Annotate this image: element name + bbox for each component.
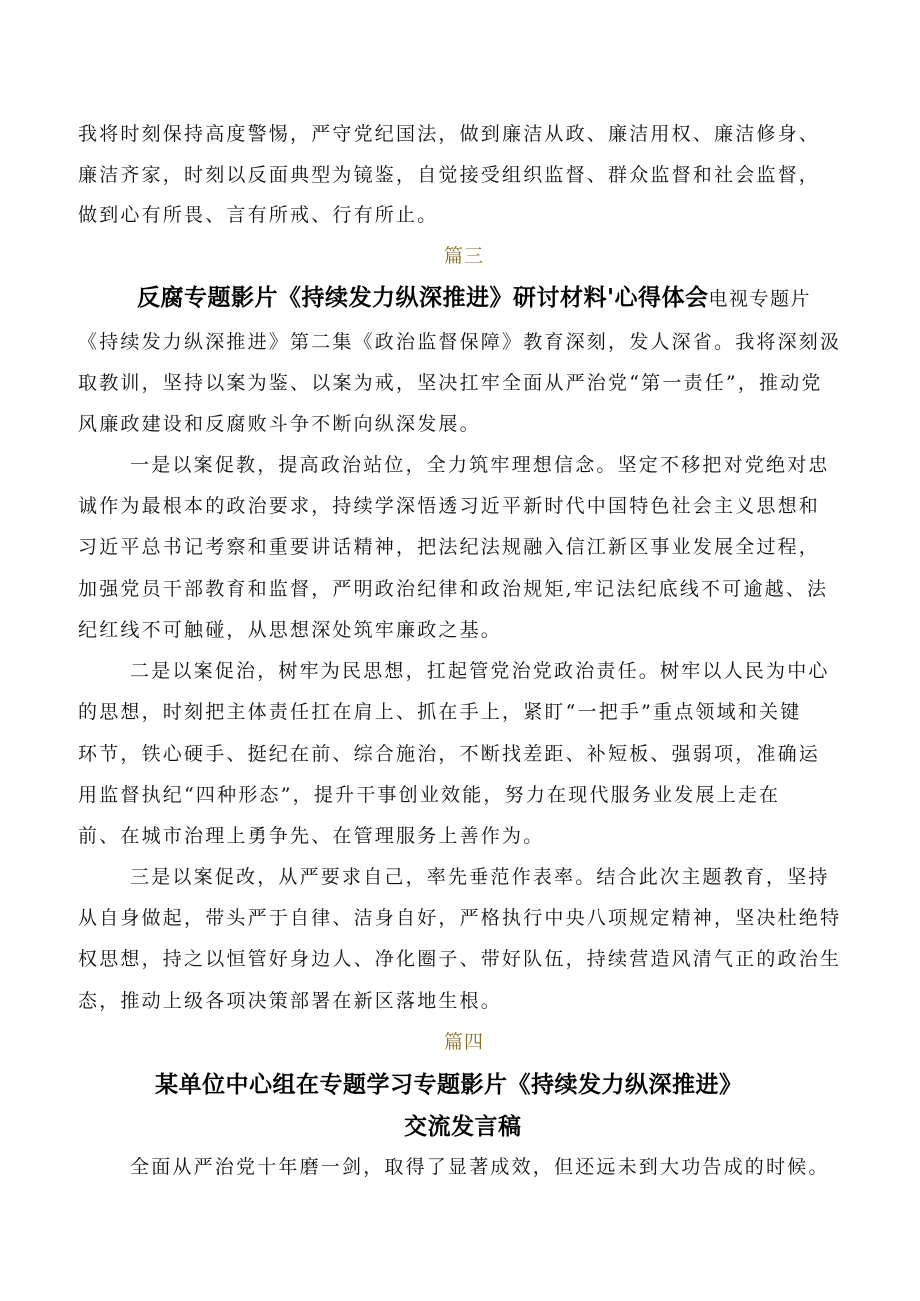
section-3-para2-line-5: 前、在城市治理上勇争先、在管理服务上善作为。 [78,825,545,847]
intro-line-1: 我将时刻保持高度警惕，严守党纪国法，做到廉洁从政、廉洁用权、廉洁修身、 [78,123,821,145]
section-3-para2-line-1: 二是以案促治，树牢为民思想，扛起管党治党政治责任。树牢以人民为中心 [130,660,830,682]
section-3-para1-line-2: 诚作为最根本的政治要求，持续学深悟透习近平新时代中国特色社会主义思想和 [78,495,821,517]
intro-line-3: 做到心有所畏、言有所戒、行有所止。 [78,204,439,226]
section-3-title-main: 反腐专题影片《持续发力纵深推进》研讨材料'心得体会 [137,285,709,311]
section-3-para3-line-2: 从自身做起，带头严于自律、洁身自好，严格执行中央八项规定精神，坚决杜绝特 [78,907,842,929]
section-3-para1-line-4: 加强党员干部教育和监督，严明政治纪律和政治规矩,牢记法纪底线不可逾越、法 [78,578,829,600]
section-3-para3-line-3: 权思想，持之以恒管好身边人、净化圈子、带好队伍，持续营造风清气正的政治生 [78,948,842,970]
section-4-label: 篇四 [444,1031,485,1053]
section-3-para3-line-4: 态，推动上级各项决策部署在新区落地生根。 [78,990,503,1012]
section-3-label: 篇三 [444,245,485,267]
section-3-para1-line-3: 习近平总书记考察和重要讲话精神，把法纪法规融入信江新区事业发展全过程， [78,536,821,558]
section-3-para2-line-4: 用监督执纪“四种形态”，提升干事创业效能，努力在现代服务业发展上走在 [78,784,781,806]
section-3-para1-line-5: 纪红线不可触碰，从思想深处筑牢廉政之基。 [78,619,503,641]
section-4-body-line-1: 全面从严治党十年磨一剑，取得了显著成效，但还远未到大功告成的时候。 [130,1156,830,1178]
intro-line-2: 廉洁齐家，时刻以反面典型为镜鉴，自觉接受组织监督、群众监督和社会监督， [78,164,821,186]
section-3-para1-line-1: 一是以案促教，提高政治站位，全力筑牢理想信念。坚定不移把对党绝对忠 [130,454,830,476]
section-3-para2-line-2: 的思想，时刻把主体责任扛在肩上、抓在手上，紧盯“一把手”重点领域和关键 [78,701,802,723]
section-3-intro-line-3: 风廉政建设和反腐败斗争不断向纵深发展。 [78,413,481,435]
section-3-intro-line-1: 《持续发力纵深推进》第二集《政治监督保障》教育深刻，发人深省。我将深刻汲 [78,331,842,353]
section-3-intro-line-2: 取教训，坚持以案为鉴、以案为戒，坚决扛牢全面从严治党“第一责任”，推动党 [78,372,823,394]
section-3-title [137,284,811,313]
section-4-title-line-1: 某单位中心组在专题学习专题影片《持续发力纵深推进》 [155,1072,743,1098]
section-4-title-line-2: 交流发言稿 [404,1114,522,1140]
section-3-para2-line-3: 环节，铁心硬手、挺纪在前、综合施治，不断找差距、补短板、强弱项，准确运 [78,743,821,765]
section-3-para3-line-1: 三是以案促改，从严要求自己，率先垂范作表率。结合此次主题教育，坚持 [130,866,830,888]
section-3-title-tail: 电视专题片 [708,288,812,310]
